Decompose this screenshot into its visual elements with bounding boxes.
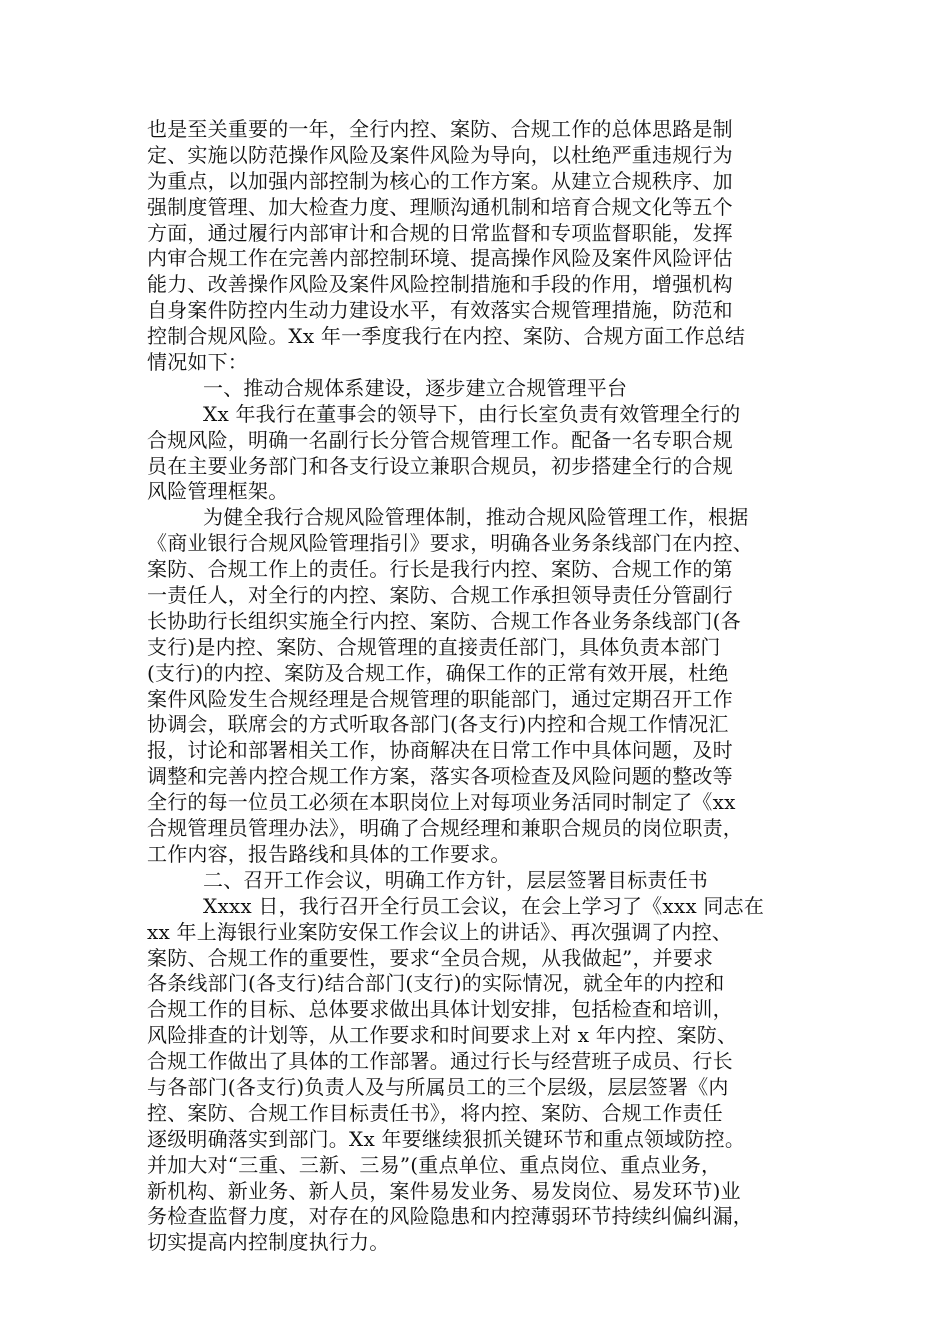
paragraph-line: 合规工作做出了具体的工作部署。通过行长与经营班子成员、行长	[147, 1049, 733, 1074]
paragraph-line: 案防、合规工作上的责任。行长是我行内控、案防、合规工作的第	[147, 557, 733, 582]
paragraph-line: 情况如下：	[147, 350, 248, 375]
paragraph-line: Xx 年我行在董事会的领导下，由行长室负责有效管理全行的	[203, 401, 741, 426]
paragraph-line: 逐级明确落实到部门。Xx 年要继续狠抓关键环节和重点领域防控。	[147, 1126, 746, 1151]
paragraph-line: 控制合规风险。Xx 年一季度我行在内控、案防、合规方面工作总结	[147, 324, 746, 349]
paragraph-line: 合规风险，明确一名副行长分管合规管理工作。配备一名专职合规	[147, 427, 733, 452]
paragraph-line: 报，讨论和部署相关工作，协商解决在日常工作中具体问题，及时	[147, 738, 733, 763]
paragraph-line: 案件风险发生合规经理是合规管理的职能部门，通过定期召开工作	[147, 686, 733, 711]
paragraph-line: 合规工作的目标、总体要求做出具体计划安排，包括检查和培训，	[147, 997, 733, 1022]
paragraph-line: Xxxx 日，我行召开全行员工会议，在会上学习了《xxx 同志在	[203, 893, 765, 918]
paragraph-line: 《商业银行合规风险管理指引》要求，明确各业务条线部门在内控、	[147, 531, 753, 556]
paragraph-line: 调整和完善内控合规工作方案，落实各项检查及风险问题的整改等	[147, 764, 733, 789]
section-heading-1: 一、推动合规体系建设，逐步建立合规管理平台	[203, 375, 628, 400]
paragraph-line: 控、案防、合规工作目标责任书》，将内控、案防、合规工作责任	[147, 1100, 723, 1125]
paragraph-line: 一责任人，对全行的内控、案防、合规工作承担领导责任分管副行	[147, 583, 733, 608]
paragraph-line: 为重点，以加强内部控制为核心的工作方案。从建立合规秩序、加	[147, 168, 733, 193]
paragraph-line: 工作内容，报告路线和具体的工作要求。	[147, 841, 511, 866]
document-body	[147, 117, 817, 1256]
paragraph-line: 协调会，联席会的方式听取各部门(各支行)内控和合规工作情况汇	[147, 712, 729, 737]
paragraph-line: 强制度管理、加大检查力度、理顺沟通机制和培育合规文化等五个	[147, 194, 733, 219]
paragraph-line: 内审合规工作在完善内部控制环境、提高操作风险及案件风险评估	[147, 246, 733, 271]
paragraph-line: 方面，通过履行内部审计和合规的日常监督和专项监督职能，发挥	[147, 220, 733, 245]
paragraph-line: 为健全我行合规风险管理体制，推动合规风险管理工作，根据	[203, 505, 749, 530]
section-heading-2: 二、召开工作会议，明确工作方针，层层签署目标责任书	[203, 867, 708, 892]
paragraph-line: 并加大对“三重、三新、三易”(重点单位、重点岗位、重点业务，	[147, 1152, 722, 1177]
paragraph-line: xx 年上海银行业案防安保工作会议上的讲话》、再次强调了内控、	[147, 919, 733, 944]
paragraph-line: 员在主要业务部门和各支行设立兼职合规员，初步搭建全行的合规	[147, 453, 733, 478]
paragraph-line: 各条线部门(各支行)结合部门(支行)的实际情况，就全年的内控和	[147, 971, 725, 996]
paragraph-line: 务检查监督力度，对存在的风险隐患和内控薄弱环节持续纠偏纠漏，	[147, 1204, 753, 1229]
paragraph-line: 长协助行长组织实施全行内控、案防、合规工作各业务条线部门(各	[147, 608, 741, 633]
paragraph-line: 案防、合规工作的重要性，要求“全员合规，从我做起”，并要求	[147, 945, 714, 970]
paragraph-line: 风险管理框架。	[147, 479, 289, 504]
paragraph-line: 自身案件防控内生动力建设水平，有效落实合规管理措施，防范和	[147, 298, 733, 323]
paragraph-line: 也是至关重要的一年，全行内控、案防、合规工作的总体思路是制	[147, 117, 733, 141]
paragraph-line: 新机构、新业务、新人员，案件易发业务、易发岗位、易发环节)业	[147, 1178, 741, 1203]
paragraph-line: 定、实施以防范操作风险及案件风险为导向，以杜绝严重违规行为	[147, 142, 733, 167]
paragraph-line: 能力、改善操作风险及案件风险控制措施和手段的作用，增强机构	[147, 272, 733, 297]
paragraph-line: 全行的每一位员工必须在本职岗位上对每项业务活同时制定了《xx	[147, 790, 736, 815]
paragraph-line: 风险排查的计划等，从工作要求和时间要求上对 x 年内控、案防、	[147, 1023, 738, 1048]
paragraph-line: 合规管理员管理办法》，明确了合规经理和兼职合规员的岗位职责，	[147, 816, 743, 841]
paragraph-line: 切实提高内控制度执行力。	[147, 1230, 390, 1255]
paragraph-line: 与各部门(各支行)负责人及与所属员工的三个层级，层层签署《内	[147, 1074, 729, 1099]
paragraph-line: (支行)的内控、案防及合规工作，确保工作的正常有效开展，杜绝	[147, 660, 729, 685]
paragraph-line: 支行)是内控、案防、合规管理的直接责任部门，具体负责本部门	[147, 634, 721, 659]
